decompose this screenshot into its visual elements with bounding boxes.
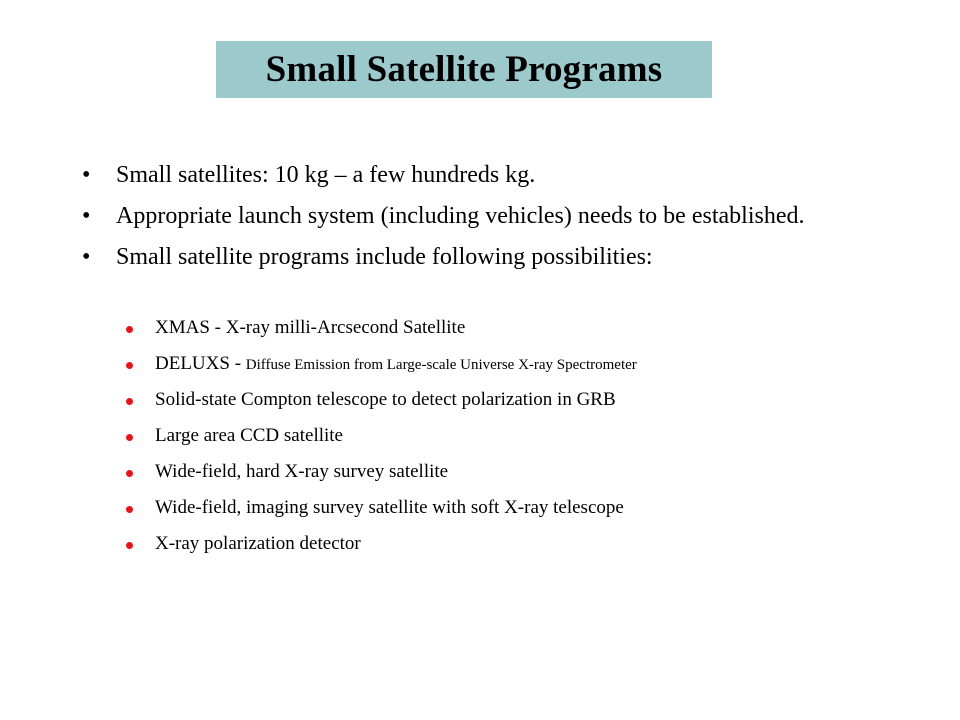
- red-dot-icon: [126, 398, 133, 405]
- sub-bullet-detail: Diffuse Emission from Large-scale Universe X-ray Spectrometer: [245, 357, 637, 373]
- bullet-item: [82, 160, 882, 191]
- bullet-text: Appropriate launch system (including vehicles) needs to be established.: [116, 203, 805, 229]
- sub-bullet-item: [126, 460, 886, 484]
- sub-bullet-text: X-ray polarization detector: [155, 533, 361, 554]
- bullet-text: Small satellite programs include following possibilities:: [116, 244, 653, 270]
- main-bullet-list: [82, 160, 882, 283]
- red-dot-icon: [126, 470, 133, 477]
- red-dot-icon: [126, 362, 133, 369]
- bullet-dot-icon: •: [82, 203, 91, 229]
- bullet-dot-icon: •: [82, 162, 91, 188]
- sub-bullet-item: [126, 388, 886, 412]
- sub-bullet-text: Large area CCD satellite: [155, 425, 343, 446]
- sub-bullet-item: [126, 496, 886, 520]
- bullet-item: [82, 242, 882, 273]
- sub-bullet-list: [126, 316, 886, 568]
- sub-bullet-item: [126, 424, 886, 448]
- sub-bullet-text: Wide-field, hard X-ray survey satellite: [155, 461, 449, 482]
- red-dot-icon: [126, 434, 133, 441]
- red-dot-icon: [126, 326, 133, 333]
- bullet-item: [82, 201, 882, 232]
- bullet-dot-icon: •: [82, 244, 91, 270]
- red-dot-icon: [126, 542, 133, 549]
- sub-bullet-item: [126, 316, 886, 340]
- sub-bullet-text: DELUXS -: [155, 353, 246, 374]
- red-dot-icon: [126, 506, 133, 513]
- sub-bullet-item: [126, 352, 886, 376]
- sub-bullet-text: Solid-state Compton telescope to detect polarization in GRB: [155, 389, 616, 410]
- sub-bullet-text: Wide-field, imaging survey satellite with soft X-ray telescope: [155, 497, 624, 518]
- slide-title: Small Satellite Programs: [265, 49, 663, 90]
- bullet-text: Small satellites: 10 kg – a few hundreds kg.: [116, 162, 536, 188]
- title-banner: [216, 41, 712, 98]
- sub-bullet-item: [126, 532, 886, 556]
- sub-bullet-text: XMAS - X-ray milli-Arcsecond Satellite: [155, 317, 466, 338]
